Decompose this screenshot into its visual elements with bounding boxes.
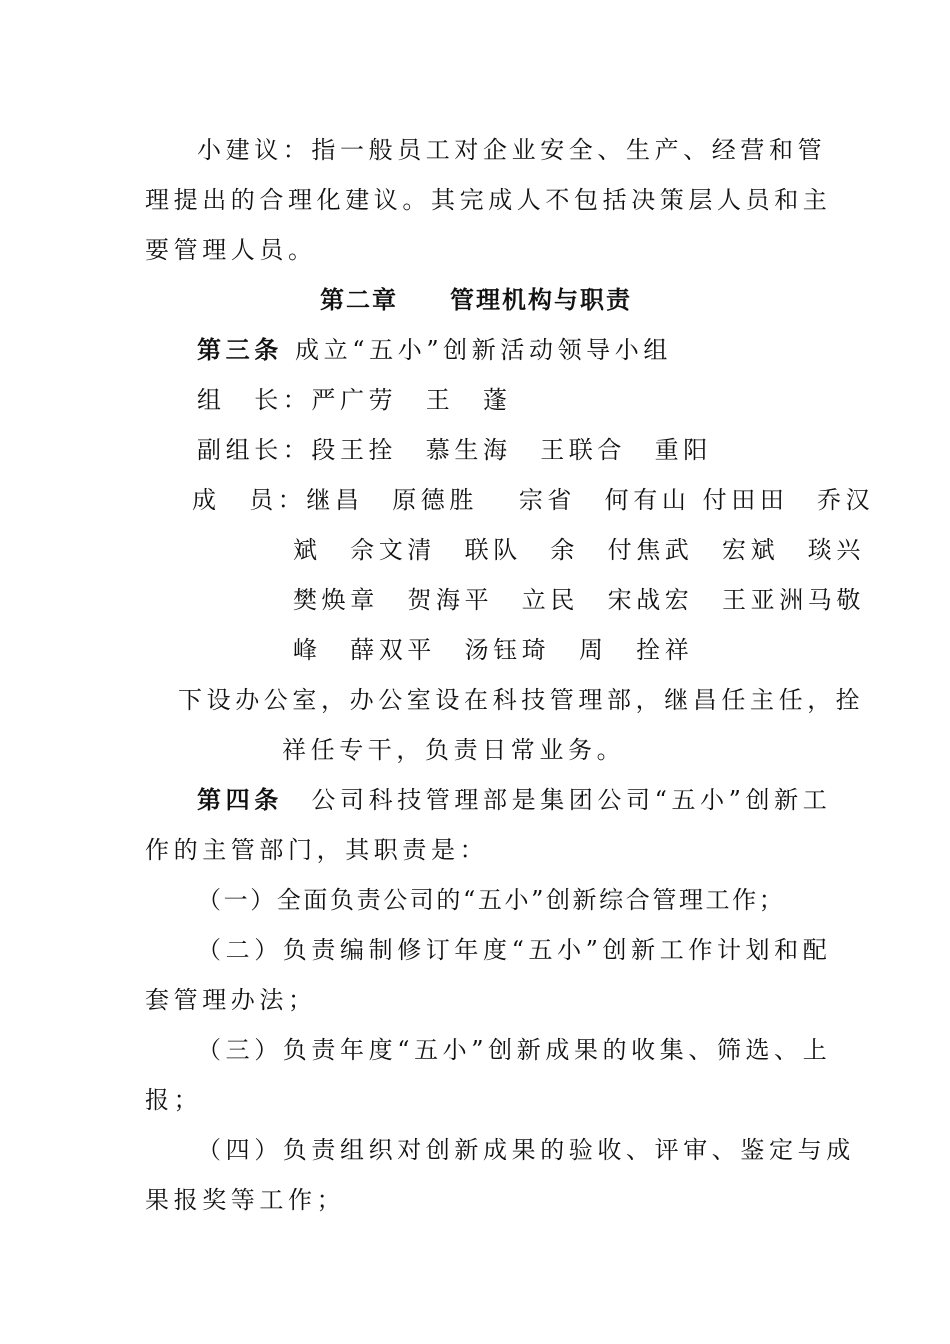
members-names: 樊焕章 贺海平 立民 宋战宏 王亚洲马敬 <box>293 586 865 614</box>
chapter-number: 第二章 <box>320 286 398 314</box>
list-item-continuation: 套管理办法； <box>145 986 317 1014</box>
paragraph-line: 要管理人员。 <box>145 236 317 264</box>
deputy-names: 段王拴 慕生海 王联合 重阳 <box>311 436 712 464</box>
members-names: 斌 佘文清 联队 余 付焦武 宏斌 琰兴 <box>293 536 865 564</box>
paragraph-line: 理提出的合理化建议。其完成人不包括决策层人员和主 <box>145 186 832 214</box>
office-line: 下设办公室，办公室设在科技管理部，继昌任主任，拴 <box>178 686 865 714</box>
chapter-heading <box>320 285 632 315</box>
paragraph-line: 小建议：指一般员工对企业安全、生产、经营和管 <box>197 136 827 164</box>
article-4-heading <box>197 785 831 815</box>
article-3-text: 成立“五小”创新活动领导小组 <box>295 336 672 364</box>
office-line: 祥任专干，负责日常业务。 <box>282 736 626 764</box>
article-4-label: 第四条 <box>197 786 283 814</box>
article-4-text: 作的主管部门，其职责是： <box>145 836 489 864</box>
leader-row <box>197 385 512 415</box>
members-names: 峰 薛双平 汤钰琦 周 拴祥 <box>293 636 694 664</box>
list-item-continuation: 果报奖等工作； <box>145 1186 346 1214</box>
list-item: （一）全面负责公司的“五小”创新综合管理工作； <box>197 886 786 914</box>
members-names: 继昌 原德胜 宗省 何有山 付田田 乔汉 <box>306 486 875 514</box>
chapter-title: 管理机构与职责 <box>450 286 632 314</box>
list-item: （二）负责编制修订年度“五小”创新工作计划和配 <box>197 936 832 964</box>
leader-label: 组 长： <box>197 386 312 414</box>
members-label: 成 员： <box>192 486 307 514</box>
members-row <box>192 485 874 515</box>
article-4-text: 公司科技管理部是集团公司“五小”创新工 <box>282 786 832 814</box>
article-3-heading <box>197 335 672 365</box>
deputy-row <box>197 435 712 465</box>
list-item: （四）负责组织对创新成果的验收、评审、鉴定与成 <box>197 1136 855 1164</box>
list-item: （三）负责年度“五小”创新成果的收集、筛选、上 <box>197 1036 832 1064</box>
leader-names: 严广劳 王 蓬 <box>311 386 512 414</box>
article-3-label: 第三条 <box>197 336 283 364</box>
list-item-continuation: 报； <box>145 1086 203 1114</box>
deputy-label: 副组长： <box>197 436 312 464</box>
